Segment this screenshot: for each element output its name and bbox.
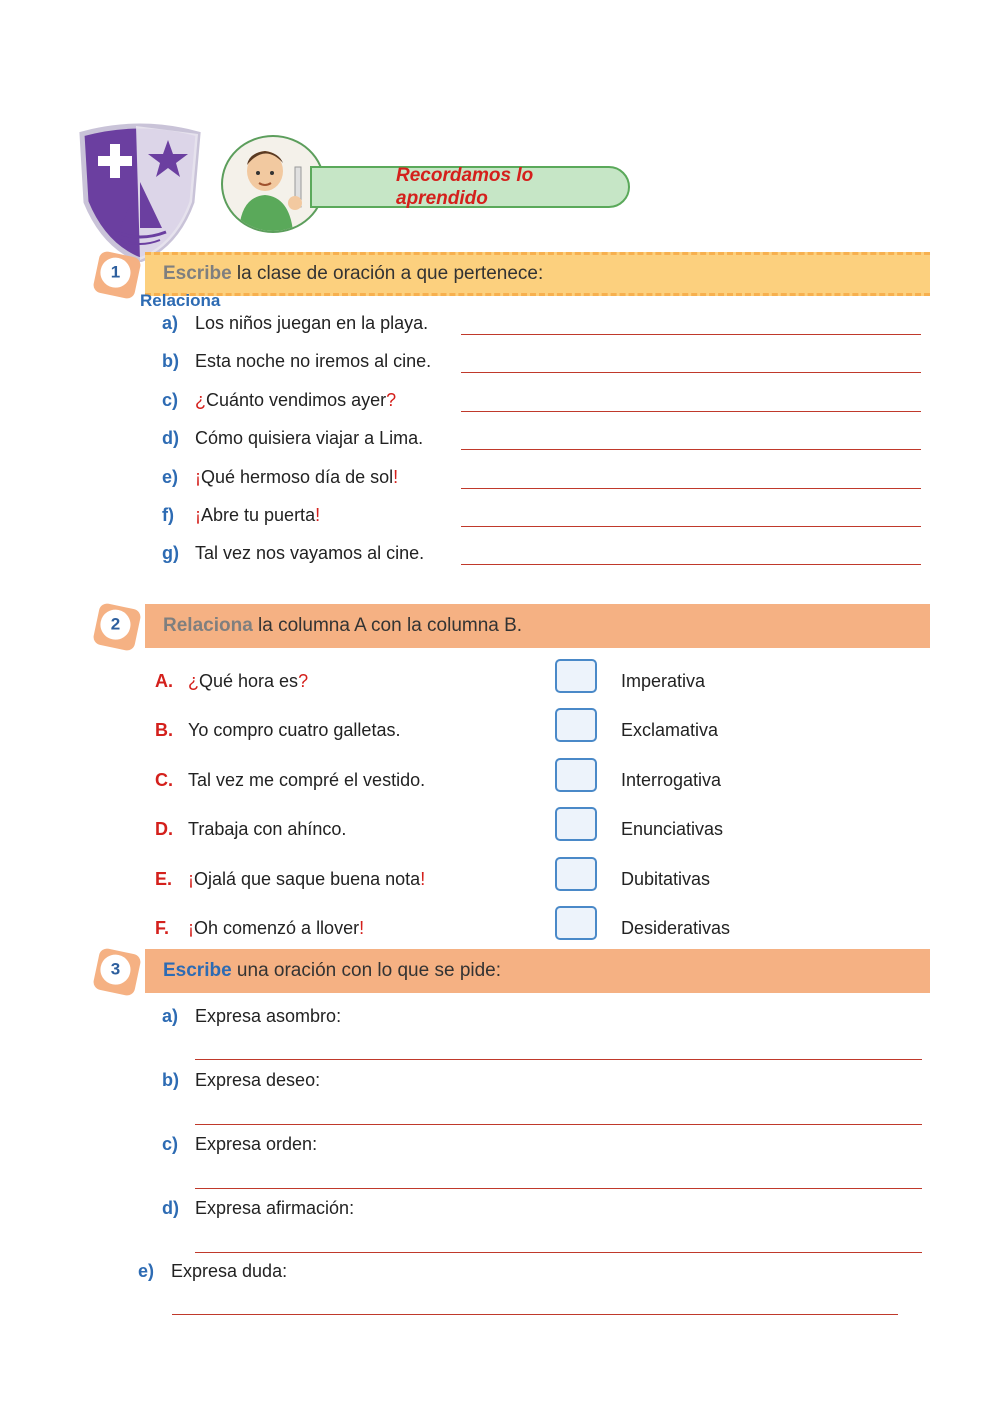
answer-box[interactable] xyxy=(555,807,597,841)
column-a-item xyxy=(155,869,425,890)
sentence-text: Yo compro cuatro galletas. xyxy=(188,720,401,740)
answer-line[interactable] xyxy=(195,1252,922,1253)
item-letter: C. xyxy=(155,770,173,790)
opening-mark: ¡ xyxy=(188,869,194,889)
item-letter: c) xyxy=(162,1134,179,1154)
answer-line[interactable] xyxy=(195,1059,922,1060)
answer-box[interactable] xyxy=(555,857,597,891)
opening-mark: ¡ xyxy=(188,918,194,938)
sentence-text: Cuánto vendimos ayer xyxy=(206,390,387,410)
column-b-item: Enunciativas xyxy=(621,819,724,839)
item-letter: b) xyxy=(162,351,179,371)
answer-line[interactable] xyxy=(195,1124,922,1125)
section-2-verb: Relaciona xyxy=(163,615,253,636)
prompt-text: Expresa deseo: xyxy=(195,1070,321,1090)
section-1-instruction xyxy=(163,263,543,285)
prompt-row xyxy=(162,1134,317,1155)
answer-box[interactable] xyxy=(555,708,597,742)
sentence-row xyxy=(162,313,428,334)
sentence-text: Tal vez nos vayamos al cine. xyxy=(195,543,425,563)
section-1-badge xyxy=(92,250,142,300)
title-line-1: Recordamos lo xyxy=(396,165,534,186)
column-a-item xyxy=(155,720,400,741)
answer-line[interactable] xyxy=(195,1188,922,1189)
item-letter: c) xyxy=(162,390,179,410)
sentence-row xyxy=(162,428,423,449)
item-letter: b) xyxy=(162,1070,179,1090)
section-1-rest: la clase de oración a que pertenece: xyxy=(231,263,544,284)
sentence-text: Ojalá que saque buena nota xyxy=(194,869,421,889)
sentence-row xyxy=(162,467,398,488)
sentence-row xyxy=(162,390,396,411)
answer-line[interactable] xyxy=(461,372,921,373)
section-3-rest: una oración con lo que se pide: xyxy=(231,960,502,981)
column-b-item: Exclamativa xyxy=(621,720,719,740)
item-letter: D. xyxy=(155,819,173,839)
section-2-number: 2 xyxy=(110,614,121,634)
sentence-text: Abre tu puerta xyxy=(201,505,316,525)
item-letter: a) xyxy=(162,313,179,333)
title-line-2: aprendido xyxy=(396,188,488,209)
item-letter: E. xyxy=(155,869,173,889)
answer-line[interactable] xyxy=(461,488,921,489)
section-3-verb: Escribe xyxy=(163,960,232,981)
column-b-item: Desiderativas xyxy=(621,918,731,938)
school-shield-icon xyxy=(76,122,204,262)
section-1-verb: Escribe xyxy=(163,263,232,284)
opening-mark: ¿ xyxy=(195,390,206,410)
answer-line[interactable] xyxy=(172,1314,898,1315)
sentence-text: Esta noche no iremos al cine. xyxy=(195,351,432,371)
answer-line[interactable] xyxy=(461,449,921,450)
item-letter: a) xyxy=(162,1006,179,1026)
column-a-item xyxy=(155,819,346,840)
prompt-text: Expresa afirmación: xyxy=(195,1198,355,1218)
section-1-note: Relaciona xyxy=(140,291,221,310)
sentence-row xyxy=(162,543,424,564)
sentence-text: Cómo quisiera viajar a Lima. xyxy=(195,428,424,448)
opening-mark: ¡ xyxy=(195,467,201,487)
section-3-instruction xyxy=(163,960,501,982)
closing-mark: ? xyxy=(386,390,397,410)
prompt-text: Expresa duda: xyxy=(171,1261,288,1281)
prompt-row xyxy=(162,1006,341,1027)
section-3-badge xyxy=(92,947,142,997)
answer-box[interactable] xyxy=(555,906,597,940)
sentence-text: Qué hora es xyxy=(199,671,299,691)
answer-line[interactable] xyxy=(461,411,921,412)
prompt-row xyxy=(162,1070,320,1091)
section-2-instruction xyxy=(163,615,522,637)
sentence-text: Tal vez me compré el vestido. xyxy=(188,770,426,790)
section-1-number: 1 xyxy=(110,262,121,282)
column-b-item: Imperativa xyxy=(621,671,706,691)
sentence-text: Qué hermoso día de sol xyxy=(201,467,394,487)
column-a-item xyxy=(155,671,308,692)
item-letter: e) xyxy=(138,1261,155,1281)
item-letter: f) xyxy=(162,505,174,525)
sentence-text: Trabaja con ahínco. xyxy=(188,819,347,839)
item-letter: g) xyxy=(162,543,179,563)
prompt-row xyxy=(162,1198,354,1219)
section-3-number: 3 xyxy=(110,959,121,979)
section-2-rest: la columna A con la columna B. xyxy=(252,615,523,636)
closing-mark: ! xyxy=(315,505,321,525)
closing-mark: ! xyxy=(393,467,399,487)
column-a-item xyxy=(155,770,425,791)
closing-mark: ! xyxy=(359,918,365,938)
closing-mark: ? xyxy=(298,671,309,691)
item-letter: e) xyxy=(162,467,179,487)
item-letter: A. xyxy=(155,671,173,691)
column-b-item: Interrogativa xyxy=(621,770,722,790)
sentence-text: Los niños juegan en la playa. xyxy=(195,313,429,333)
item-letter: B. xyxy=(155,720,173,740)
item-letter: d) xyxy=(162,1198,179,1218)
item-letter: F. xyxy=(155,918,170,938)
prompt-row xyxy=(138,1261,287,1282)
answer-line[interactable] xyxy=(461,334,921,335)
sentence-row xyxy=(162,505,320,526)
item-letter: d) xyxy=(162,428,179,448)
prompt-text: Expresa asombro: xyxy=(195,1006,342,1026)
column-a-item xyxy=(155,918,364,939)
answer-line[interactable] xyxy=(461,564,921,565)
sentence-text: Oh comenzó a llover xyxy=(194,918,360,938)
prompt-text: Expresa orden: xyxy=(195,1134,318,1154)
column-b-item: Dubitativas xyxy=(621,869,711,889)
answer-box[interactable] xyxy=(555,758,597,792)
opening-mark: ¿ xyxy=(188,671,199,691)
section-2-badge xyxy=(92,602,142,652)
opening-mark: ¡ xyxy=(195,505,201,525)
answer-line[interactable] xyxy=(461,526,921,527)
sentence-row xyxy=(162,351,431,372)
answer-box[interactable] xyxy=(555,659,597,693)
page-title xyxy=(396,164,626,210)
closing-mark: ! xyxy=(420,869,426,889)
